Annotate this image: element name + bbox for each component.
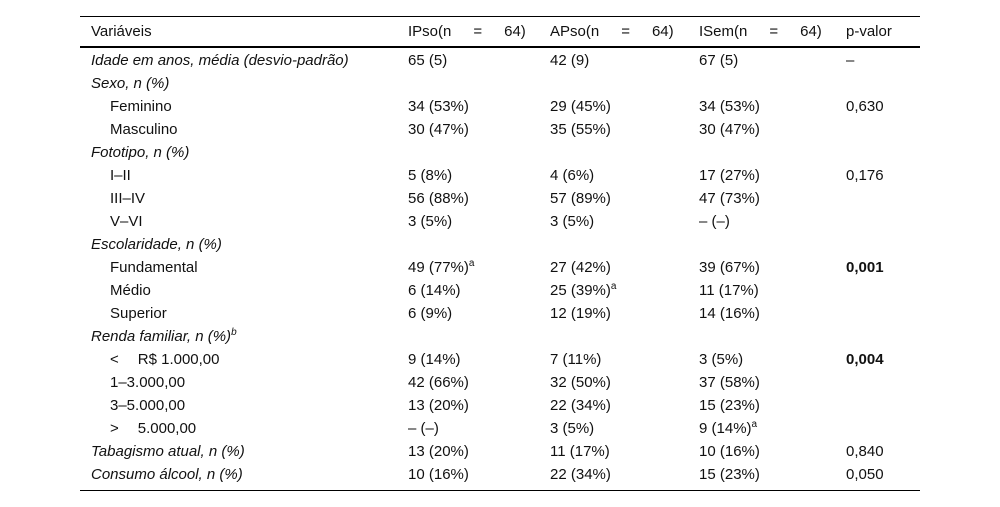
cell-isem: 30 (47%): [699, 121, 760, 138]
header-isem-n: 64): [800, 23, 822, 40]
footnote-marker: a: [468, 258, 475, 269]
top-rule: [80, 16, 920, 17]
row-label: Masculino: [110, 121, 178, 138]
group-label: Sexo, n (%): [91, 75, 170, 92]
row-label: [110, 348, 220, 371]
cell-isem: 11 (17%): [699, 282, 759, 299]
cell-apso: 29 (45%): [550, 98, 611, 115]
table-row: [80, 417, 920, 440]
header-isem-eq: =: [769, 23, 779, 40]
table-row: [80, 463, 920, 486]
cell-isem: 34 (53%): [699, 98, 760, 115]
cell-isem: [699, 417, 757, 440]
table-row: [80, 118, 920, 141]
cell-ipso: 56 (88%): [408, 190, 469, 207]
cell-isem: 37 (58%): [699, 374, 760, 391]
cell-ipso: 42 (66%): [408, 374, 469, 391]
row-label: Superior: [110, 305, 167, 322]
cell-apso: 22 (34%): [550, 397, 611, 414]
cell-ipso: 3 (5%): [408, 213, 453, 230]
row-label: 3–5.000,00: [110, 397, 186, 414]
header-isem: [699, 20, 822, 43]
table-row: [80, 371, 920, 394]
header-apso-eq: =: [621, 23, 630, 40]
cell-isem: 67 (5): [699, 52, 739, 69]
cell-apso: 42 (9): [550, 52, 590, 69]
group-label: [91, 325, 237, 348]
cell-isem: – (–): [699, 213, 730, 230]
table-row: [80, 325, 920, 348]
cell-ipso: 13 (20%): [408, 397, 469, 414]
cell-ipso: 9 (14%): [408, 351, 461, 368]
bottom-rule: [80, 490, 920, 491]
row-label: 1–3.000,00: [110, 374, 186, 391]
cell-ipso: 34 (53%): [408, 98, 469, 115]
cell-apso-value: 25 (39%): [550, 282, 611, 299]
cell-ipso: 65 (5): [408, 52, 448, 69]
greater-than-symbol: >: [110, 420, 119, 437]
cell-apso: 4 (6%): [550, 167, 595, 184]
cell-isem: 15 (23%): [699, 397, 760, 414]
cell-apso: 22 (34%): [550, 466, 611, 483]
row-label: [110, 417, 196, 440]
header-row: [80, 20, 920, 43]
cell-isem-value: 9 (14%): [699, 420, 752, 437]
cell-apso: 3 (5%): [550, 420, 595, 437]
header-apso-n: 64): [651, 23, 674, 40]
cell-p-value: 0,840: [846, 443, 884, 460]
cell-isem: 39 (67%): [699, 259, 760, 276]
row-label: III–IV: [110, 190, 146, 207]
row-label: V–VI: [110, 213, 143, 230]
row-label-text: 5.000,00: [137, 420, 197, 437]
row-label: Idade em anos, média (desvio-padrão): [91, 52, 349, 69]
table-row: [80, 187, 920, 210]
cell-apso: 57 (89%): [550, 190, 611, 207]
table-row: [80, 49, 920, 72]
table-row: [80, 141, 920, 164]
header-p-value: p-valor: [846, 23, 892, 40]
table-row: [80, 72, 920, 95]
table-row: [80, 164, 920, 187]
group-label: Escolaridade, n (%): [91, 236, 222, 253]
row-label-text: R$ 1.000,00: [137, 351, 220, 368]
cell-isem: 47 (73%): [699, 190, 760, 207]
header-rule: [80, 46, 920, 48]
cell-ipso: 6 (14%): [408, 282, 461, 299]
cell-apso: 27 (42%): [550, 259, 611, 276]
cell-ipso-value: 49 (77%): [408, 259, 469, 276]
row-label: Fundamental: [110, 259, 198, 276]
cell-isem: 10 (16%): [699, 443, 760, 460]
table-row: [80, 256, 920, 279]
less-than-symbol: <: [110, 351, 119, 368]
cell-p-value: 0,004: [846, 351, 884, 368]
cell-isem: 3 (5%): [699, 351, 744, 368]
table-row: [80, 302, 920, 325]
table-row: [80, 279, 920, 302]
cell-isem: 14 (16%): [699, 305, 760, 322]
header-ipso: [408, 20, 526, 43]
footnote-marker: b: [231, 327, 237, 338]
header-ipso-n: 64): [504, 23, 526, 40]
cell-apso: 3 (5%): [550, 213, 595, 230]
cell-ipso: 6 (9%): [408, 305, 453, 322]
row-label: Tabagismo atual, n (%): [91, 443, 245, 460]
header-apso-name: APso(n: [550, 23, 600, 40]
row-label: Feminino: [110, 98, 172, 115]
cell-p-value: –: [846, 52, 855, 69]
table-row: [80, 348, 920, 371]
table-row: [80, 394, 920, 417]
header-ipso-name: IPso(n: [408, 23, 452, 40]
cell-isem: 17 (27%): [699, 167, 760, 184]
cell-ipso: 10 (16%): [408, 466, 469, 483]
group-label-text: Renda familiar, n (%): [91, 328, 232, 345]
cell-p-value: 0,050: [846, 466, 884, 483]
table-row: [80, 95, 920, 118]
cell-p-value: 0,176: [846, 167, 884, 184]
cell-isem: 15 (23%): [699, 466, 760, 483]
cell-ipso: 13 (20%): [408, 443, 469, 460]
cell-apso: 7 (11%): [550, 351, 602, 368]
header-ipso-eq: =: [473, 23, 483, 40]
header-variable: Variáveis: [91, 23, 152, 40]
row-label: Médio: [110, 282, 151, 299]
cell-ipso: [408, 256, 474, 279]
cell-apso: 11 (17%): [550, 443, 610, 460]
cell-p-value: 0,001: [846, 259, 884, 276]
header-isem-name: ISem(n: [699, 23, 748, 40]
group-label: Fototipo, n (%): [91, 144, 190, 161]
cell-apso: 32 (50%): [550, 374, 611, 391]
cell-apso: 12 (19%): [550, 305, 611, 322]
table-row: [80, 440, 920, 463]
cell-apso: [550, 279, 616, 302]
footnote-marker: a: [751, 419, 758, 430]
footnote-marker: a: [610, 281, 617, 292]
row-label: Consumo álcool, n (%): [91, 466, 243, 483]
cell-ipso: – (–): [408, 420, 439, 437]
cell-apso: 35 (55%): [550, 121, 611, 138]
header-apso: [550, 20, 674, 43]
cell-ipso: 30 (47%): [408, 121, 469, 138]
cell-p-value: 0,630: [846, 98, 884, 115]
cell-ipso: 5 (8%): [408, 167, 453, 184]
table-row: [80, 233, 920, 256]
table-row: [80, 210, 920, 233]
row-label: I–II: [110, 167, 131, 184]
